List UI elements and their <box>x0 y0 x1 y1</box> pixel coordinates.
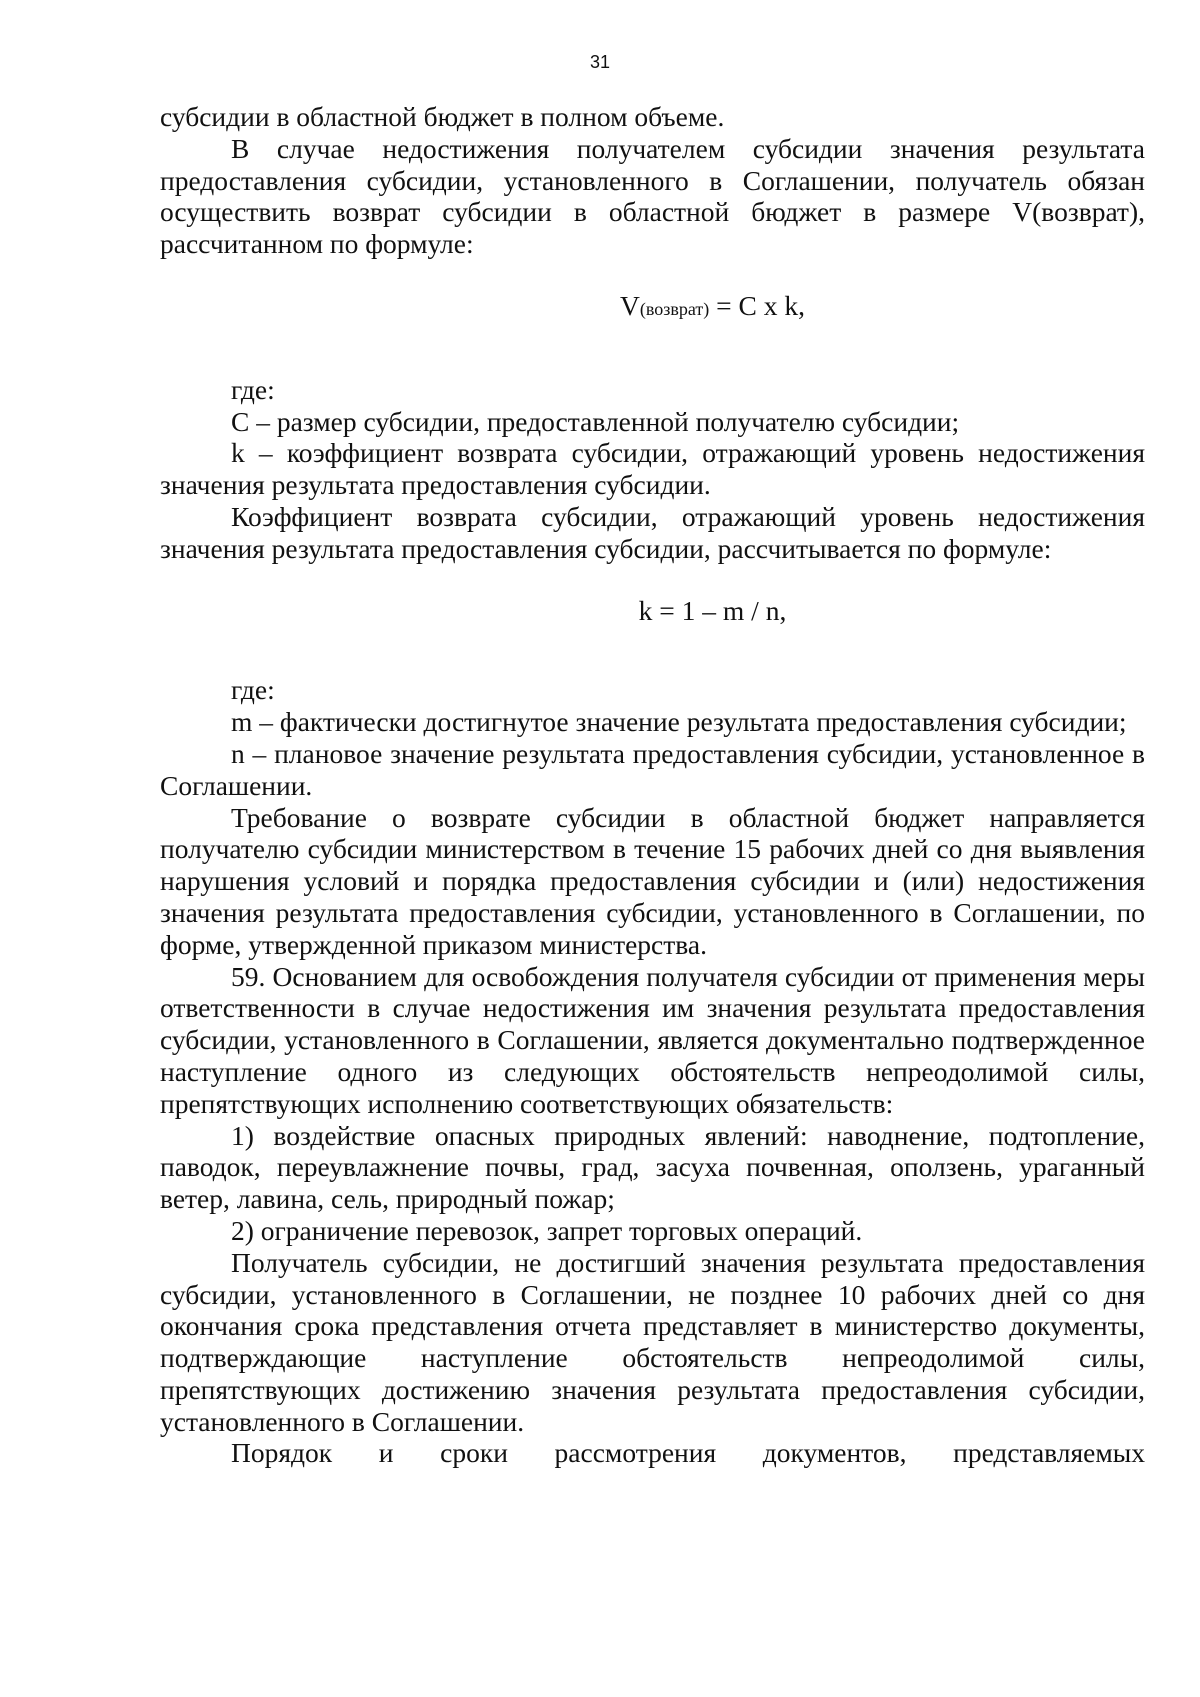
definition-c: C – размер субсидии, предоставленной получателю субсидии; <box>231 405 960 437</box>
list-item-1: 1) воздействие опасных природных явлений: наводнение, подтопление, паводок, переувлажнение почвы, град, засуха почвенная, оползень, ураганный ветер, лавина, сель, природный пожар; <box>160 1119 1145 1215</box>
paragraph-continuation: субсидии в областной бюджет в полном объеме. <box>160 101 725 132</box>
formula-v: V <box>620 289 640 321</box>
paragraph-return-demand: Требование о возврате субсидии в областной бюджет направляется получателю субсидии министерством в течение 15 рабочих дней со дня выявления нарушения условий и порядка предоставления субсидии и (или) недостижения значения результата предоставления субсидии, установленного в Соглашении, по форме, утвержденной приказом министерства. <box>160 801 1145 960</box>
paragraph-procedure: Порядок и сроки рассмотрения документов, представляемых <box>231 1437 1145 1469</box>
paragraph-59: 59. Основанием для освобождения получателя субсидии от применения меры ответственности в случае недостижения им значения результата предоставления субсидии, установленного в Соглашении, является документально подтвержденное наступление одного из следующих обстоятельств непреодолимой силы, препятствующих исполнению соответствующих обязательств: <box>160 960 1145 1119</box>
formula-v-subscript: (возврат) <box>639 298 710 319</box>
formula-coefficient: k = 1 – m / n, <box>638 594 787 626</box>
where-label: где: <box>231 373 275 405</box>
paragraph-documents: Получатель субсидии, не достигший значения результата предоставления субсидии, установленного в Соглашении, не позднее 10 рабочих дней со дня окончания срока представления отчета представляет в министерство документы, подтверждающие наступление обстоятельств непреодолимой силы, препятствующих достижению значения результата предоставления субсидии, установленного в Соглашении. <box>160 1246 1145 1437</box>
definition-k: k – коэффициент возврата субсидии, отражающий уровень недостижения значения результата предоставления субсидии. <box>160 437 1145 501</box>
document-body <box>160 101 1145 1469</box>
paragraph-coefficient: Коэффициент возврата субсидии, отражающий уровень недостижения значения результата предоставления субсидии, рассчитывается по формуле: <box>160 500 1145 564</box>
where-label-2: где: <box>231 674 275 706</box>
paragraph-return-obligation: В случае недостижения получателем субсидии значения результата предоставления субсидии, установленного в Соглашении, получатель обязан осуществить возврат субсидии в областной бюджет в размере V(возврат), рассчитанном по формуле: <box>160 132 1145 260</box>
list-item-2: 2) ограничение перевозок, запрет торговых операций. <box>231 1214 863 1246</box>
formula-return-amount <box>160 290 1145 326</box>
formula-v-rest: = C x k, <box>709 289 805 321</box>
page-number: 31 <box>589 52 611 72</box>
definition-n: n – плановое значение результата предоставления субсидии, установленное в Соглашении. <box>160 737 1145 801</box>
definition-m: m – фактически достигнутое значение результата предоставления субсидии; <box>231 706 1127 738</box>
